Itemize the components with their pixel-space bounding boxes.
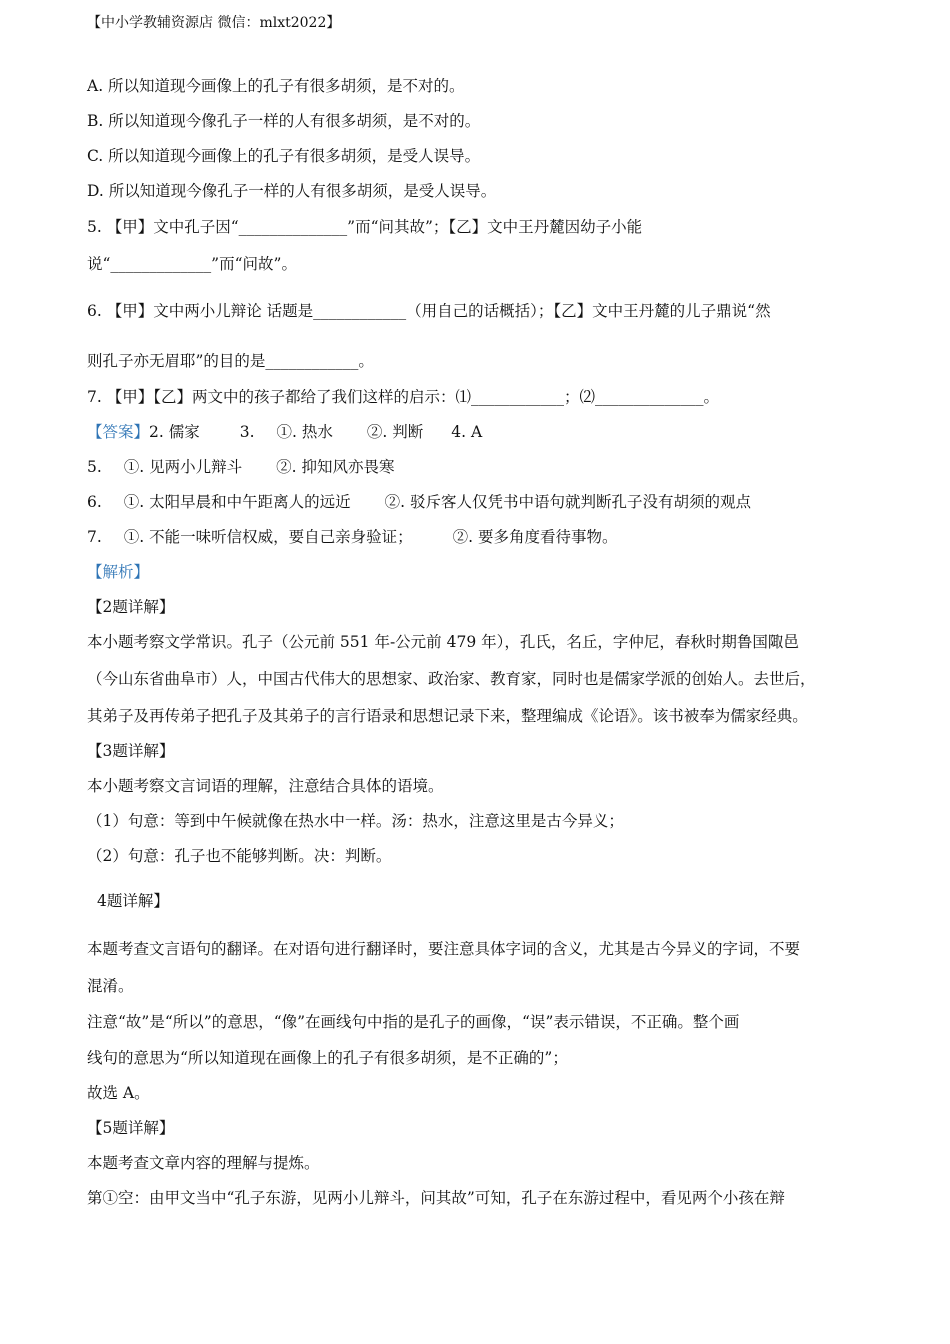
answer-2: 2. 儒家 bbox=[149, 423, 200, 441]
q3-paragraph-line-3: （2）句意：孔子也不能够判断。决：判断。 bbox=[87, 847, 392, 865]
answer-row-5 bbox=[87, 456, 395, 478]
analysis-label: 【解析】 bbox=[87, 563, 150, 581]
option-c: C. 所以知道现今画像上的孔子有很多胡须，是受人误导。 bbox=[87, 147, 481, 165]
page-header: 【中小学教辅资源店 微信：mlxt2022】 bbox=[87, 15, 341, 31]
option-d: D. 所以知道现今像孔子一样的人有很多胡须，是受人误导。 bbox=[87, 182, 497, 200]
answer-5-part-2: ②. 抑知风亦畏寒 bbox=[276, 458, 395, 476]
option-a: A. 所以知道现今画像上的孔子有很多胡须，是不对的。 bbox=[87, 77, 465, 95]
answer-7-part-1: ①. 不能一味听信权威，要自己亲身验证； bbox=[123, 528, 413, 546]
q4-paragraph-line-2: 混淆。 bbox=[87, 977, 134, 995]
answer-row-6 bbox=[87, 491, 751, 513]
answer-row-7 bbox=[87, 526, 618, 548]
q3-paragraph-line-2: （1）句意：等到中午候就像在热水中一样。汤：热水，注意这里是古今异义； bbox=[87, 812, 624, 830]
answer-5-number: 5. bbox=[87, 458, 102, 476]
answer-3-part-2: ②. 判断 bbox=[366, 423, 424, 441]
q4-paragraph-line-1: 本题考查文言语句的翻译。在对语句进行翻译时，要注意具体字词的含义，尤其是古今异义的字词，不要 bbox=[87, 940, 801, 958]
answer-4: 4. A bbox=[451, 423, 483, 441]
question-6-line-2: 则孔子亦无眉耶”的目的是____________。 bbox=[87, 352, 374, 370]
answer-3-number: 3. bbox=[239, 423, 255, 441]
option-b: B. 所以知道现今像孔子一样的人有很多胡须，是不对的。 bbox=[87, 112, 481, 130]
question-6-line-1: 6. 【甲】文中两小儿辩论 话题是____________（用自己的话概括）；【乙】文中王丹麓的儿子鼎说“然 bbox=[87, 302, 771, 320]
answer-3-part-1: ①. 热水 bbox=[276, 423, 333, 441]
question-5-line-1: 5. 【甲】文中孔子因“______________”而“问其故”；【乙】文中王丹麓因幼子小能 bbox=[87, 218, 643, 236]
heading-q2: 【2题详解】 bbox=[87, 598, 175, 616]
heading-q5: 【5题详解】 bbox=[87, 1119, 175, 1137]
answer-7-part-2: ②. 要多角度看待事物。 bbox=[452, 528, 618, 546]
answer-row-1 bbox=[87, 421, 482, 443]
answer-label: 【答案】 bbox=[87, 423, 150, 441]
question-5-line-2: 说“_____________”而“问故”。 bbox=[87, 255, 297, 273]
q2-paragraph-line-1: 本小题考察文学常识。孔子（公元前 551 年-公元前 479 年），孔氏，名丘，字仲尼，春秋时期鲁国陬邑 bbox=[87, 633, 799, 651]
answer-6-number: 6. bbox=[87, 493, 102, 511]
q4-paragraph-line-4: 线句的意思为“所以知道现在画像上的孔子有很多胡须，是不正确的”； bbox=[87, 1049, 568, 1067]
heading-q3: 【3题详解】 bbox=[87, 742, 175, 760]
question-7: 7. 【甲】【乙】两文中的孩子都给了我们这样的启示：⑴____________；⑵______________。 bbox=[87, 388, 719, 406]
answer-6-part-2: ②. 驳斥客人仅凭书中语句就判断孔子没有胡须的观点 bbox=[384, 493, 752, 511]
q2-paragraph-line-3: 其弟子及再传弟子把孔子及其弟子的言行语录和思想记录下来，整理编成《论语》。该书被奉为儒家经典。 bbox=[87, 707, 808, 725]
q4-paragraph-line-5: 故选 A。 bbox=[87, 1084, 150, 1102]
answer-5-part-1: ①. 见两小儿辩斗 bbox=[123, 458, 243, 476]
heading-q4: 4题详解】 bbox=[97, 892, 169, 910]
answer-7-number: 7. bbox=[87, 528, 102, 546]
q3-paragraph-line-1: 本小题考察文言词语的理解，注意结合具体的语境。 bbox=[87, 777, 444, 795]
q5-paragraph-line-2: 第①空：由甲文当中“孔子东游，见两小儿辩斗，问其故”可知，孔子在东游过程中，看见两个小孩在辩 bbox=[87, 1189, 785, 1207]
answer-6-part-1: ①. 太阳早晨和中午距离人的远近 bbox=[123, 493, 351, 511]
q2-paragraph-line-2: （今山东省曲阜市）人，中国古代伟大的思想家、政治家、教育家，同时也是儒家学派的创始人。去世后， bbox=[87, 670, 816, 688]
q5-paragraph-line-1: 本题考查文章内容的理解与提炼。 bbox=[87, 1154, 320, 1172]
q4-paragraph-line-3: 注意“故”是“所以”的意思，“像”在画线句中指的是孔子的画像，“误”表示错误，不正确。整个画 bbox=[87, 1013, 740, 1031]
